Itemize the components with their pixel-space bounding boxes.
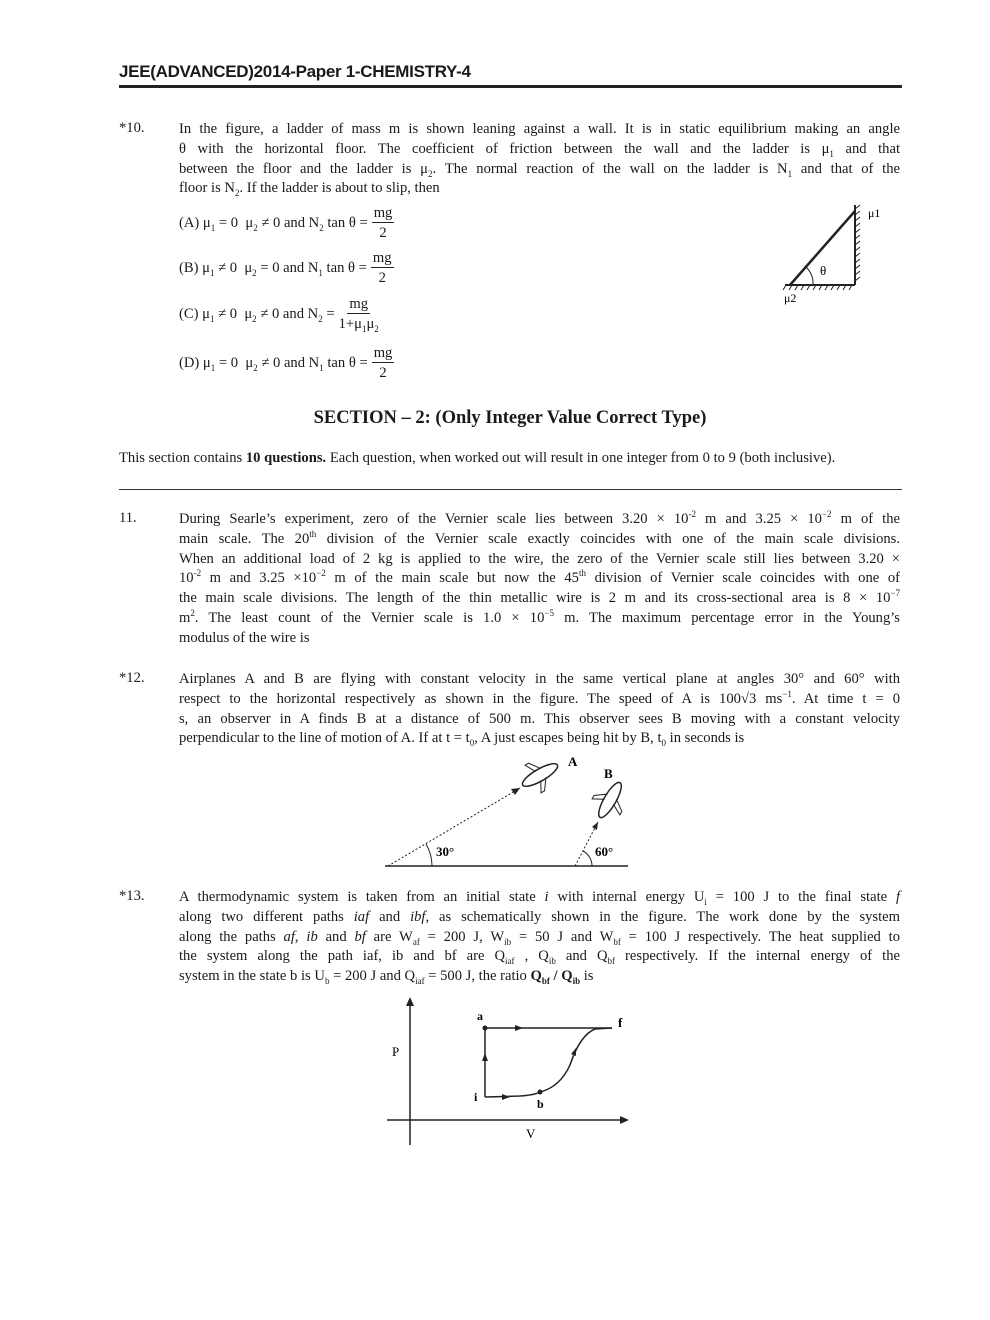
- numerator: mg: [349, 295, 368, 312]
- text-segment: 2: [427, 168, 433, 179]
- text-line: main scale. The 20th division of the Vernier scale exactly coincides with one of the main scale divisions.: [179, 528, 900, 547]
- text-segment: 0: [661, 738, 666, 749]
- text-segment: 1: [209, 267, 215, 278]
- question-number: *12.: [119, 670, 145, 686]
- text-segment: 0: [469, 738, 475, 749]
- angle-label: θ: [820, 263, 827, 278]
- option-c: [179, 294, 379, 334]
- text-segment: −2: [821, 509, 832, 520]
- state-i-label: i: [474, 1090, 478, 1104]
- state-b-label: b: [537, 1097, 544, 1111]
- angle-arc-b: [583, 851, 592, 866]
- fraction: [372, 204, 395, 243]
- text-segment: af: [412, 936, 420, 947]
- question-text: [179, 510, 900, 649]
- text-segment: iaf: [353, 908, 370, 925]
- option-b: [179, 248, 394, 288]
- text-segment: Q: [530, 968, 542, 985]
- text-segment: ib: [306, 928, 318, 945]
- text-segment: -2: [688, 509, 696, 520]
- text-segment: ib: [572, 976, 581, 987]
- text-segment: iaf: [505, 956, 515, 967]
- text-segment: iaf: [415, 976, 425, 987]
- text-segment: f: [895, 889, 901, 905]
- question-number: *10.: [119, 120, 145, 136]
- text-segment: 2: [234, 188, 240, 199]
- text-line: along two different paths iaf and ibf, as schematically shown in the figure. The work done by the system: [179, 908, 900, 925]
- angle-arc-a: [426, 844, 432, 866]
- text-segment: th: [578, 568, 586, 579]
- text-segment: ib: [548, 956, 556, 967]
- text-segment: 10 questions.: [245, 450, 327, 466]
- text-segment: 2: [253, 222, 258, 233]
- text-segment: 2: [252, 313, 257, 324]
- angle-label-b: 60°: [595, 844, 614, 859]
- fraction: [372, 344, 395, 383]
- section-title: SECTION – 2: (Only Integer Value Correct Type): [313, 408, 707, 428]
- text-segment: 1: [361, 323, 367, 334]
- text-segment: -2: [193, 568, 202, 579]
- denominator: 2: [379, 224, 387, 241]
- text-line: When an additional load of 2 kg is applied to the wire, the zero of the Vernier scale still lies between 3.20 ×: [179, 550, 900, 567]
- path-iaf: [485, 1028, 612, 1097]
- numerator: mg: [373, 204, 393, 221]
- text-segment: 1: [787, 168, 793, 179]
- text-line: system in the state b is $U_b = 200$ J and $Q_{iaf} = 500$ J, the ratio $Q_{bf} / Q_{ib}$ is: [179, 968, 594, 987]
- text-line: between the floor and the ladder is $\mu_2$. The normal reaction of the wall on the ladder is $N_1$ and that of the: [179, 160, 900, 179]
- text-segment: 2: [318, 313, 323, 324]
- question-number: *13.: [119, 888, 145, 904]
- p-axis-label: P: [392, 1044, 400, 1059]
- text-segment: b: [324, 976, 330, 987]
- question-text: [179, 670, 900, 749]
- text-segment: af: [283, 928, 295, 945]
- numerator: mg: [372, 249, 392, 266]
- text-segment: 2: [319, 222, 324, 233]
- option-text: (B) $\mu_1 \ne 0$ $\mu_2 = 0$ and $N_1$ tan θ =: [179, 259, 367, 278]
- text-segment: 1: [210, 222, 216, 233]
- text-segment: / Q: [549, 968, 573, 985]
- wall-friction-label: μ1: [868, 206, 881, 220]
- text-segment: 2: [252, 267, 257, 278]
- option-a: [179, 203, 394, 243]
- text-segment: i: [544, 889, 549, 905]
- text-line: modulus of the wire is: [179, 629, 310, 646]
- text-line: respect to the horizontal respectively as shown in the figure. The speed of A is 100√3 $ms^{-1}$. At time t = 0: [179, 688, 901, 707]
- section-description: This section contains 10 questions. Each question, when worked out will result in one integer from 0 to 9 (both inclusive).: [119, 450, 836, 466]
- question-text: [179, 120, 900, 199]
- text-line: $m^2$. The least count of the Vernier scale is $1.0 \times 10^{-5}$ m. The maximum percentage error in the Young’s: [179, 608, 900, 626]
- section-rule: [119, 489, 902, 490]
- text-segment: ib: [504, 936, 512, 947]
- text-segment: −5: [544, 608, 554, 619]
- text-line: $10^{-2}$ m and $3.25 \times 10^{-2}$ m of the main scale but now the 45th division of Vernier scale coincides with one of: [179, 568, 900, 587]
- angle-label-a: 30°: [436, 844, 455, 859]
- option-text: (C) $\mu_1 \ne 0$ $\mu_2 \ne 0$ and $N_2$ =: [179, 305, 335, 324]
- question-number: 11.: [119, 510, 137, 526]
- text-segment: 2: [374, 323, 379, 334]
- text-segment: i: [704, 896, 707, 907]
- text-line: Airplanes A and B are flying with constant velocity in the same vertical plane at angles 30° and 60° with: [179, 671, 900, 687]
- denominator: $1+\mu_1\mu_2$: [338, 315, 379, 334]
- plane-a-label: A: [568, 754, 578, 769]
- v-axis-label: V: [526, 1126, 536, 1141]
- option-text: (A) $\mu_1 = 0$ $\mu_2 \ne 0$ and $N_2$ tan θ =: [179, 214, 368, 233]
- text-line: the system along the path iaf, ib and bf are $Q_{iaf}$ , $Q_{ib}$ and $Q_{bf}$ respectively. If the internal energy of the: [179, 948, 900, 967]
- text-segment: −1: [782, 688, 792, 699]
- header-rule: [119, 85, 902, 88]
- floor: [783, 285, 855, 290]
- page-header-title: JEE(ADVANCED)2014-Paper 1-CHEMISTRY-4: [119, 62, 471, 81]
- ladder-figure: [770, 195, 900, 310]
- text-segment: bf: [607, 956, 616, 967]
- wall: [855, 205, 860, 285]
- text-line: θ with the horizontal floor. The coefficient of friction between the wall and the ladder is $\mu_1$ and that: [179, 140, 900, 159]
- text-segment: bf: [354, 928, 366, 945]
- text-line: floor is $N_2$. If the ladder is about to slip, then: [179, 180, 440, 199]
- state-f-label: f: [618, 1015, 623, 1030]
- fraction: [371, 249, 394, 288]
- floor-friction-label: μ2: [784, 291, 797, 305]
- text-segment: 2: [253, 362, 258, 373]
- text-line: along the paths af, ib and bf are $W_{af} = 200$ J, $W_{ib} = 50$ J and $W_{bf} = 100$ J respectively. The heat supplied to: [179, 928, 901, 947]
- numerator: mg: [373, 344, 393, 361]
- text-line: In the figure, a ladder of mass m is shown leaning against a wall. It is in static equilibrium making an angle: [179, 121, 900, 137]
- text-line: During Searle’s experiment, zero of the Vernier scale lies between $3.20 \times 10^{-2}$ m and $3.25 \times 10^{-2}$ m of the: [179, 509, 900, 527]
- fraction: [339, 295, 379, 334]
- text-segment: 1: [210, 362, 216, 373]
- text-line: perpendicular to the line of motion of A. If at $t = t_0$, A just escapes being hit by B, $t_0$ in seconds is: [179, 730, 745, 749]
- text-line: A thermodynamic system is taken from an initial state i with internal energy $U_i = 100$ J to the final state f: [179, 889, 901, 907]
- option-text: (D) $\mu_1 = 0$ $\mu_2 \ne 0$ and $N_1$ tan θ =: [179, 354, 368, 373]
- question-text: [179, 888, 900, 987]
- text-line: the main scale divisions. The length of the thin metallic wire is 2 m and its cross-sectional area is $8 \times 10^{-7}$: [179, 588, 900, 607]
- state-a-label: a: [477, 1009, 483, 1023]
- text-segment: 1: [318, 267, 323, 278]
- plane-b-label: B: [604, 766, 613, 781]
- text-segment: bf: [613, 936, 621, 947]
- text-segment: 1: [209, 313, 215, 324]
- text-segment: bf: [541, 976, 550, 987]
- text-segment: th: [309, 528, 317, 539]
- path-ibf: [485, 1028, 612, 1097]
- text-segment: −7: [890, 588, 900, 599]
- airplanes-figure: [380, 750, 640, 875]
- text-segment: 2: [190, 608, 195, 619]
- text-segment: ibf: [410, 908, 426, 925]
- text-segment: −2: [316, 568, 326, 579]
- text-segment: 1: [829, 148, 834, 159]
- plane-a: [515, 751, 566, 799]
- text-segment: 1: [319, 362, 324, 373]
- text-line: s, an observer in A finds B at a distance of 500 m. This observer sees B moving with a constant velocity: [179, 710, 900, 727]
- pv-diagram: [380, 995, 640, 1150]
- denominator: 2: [379, 364, 387, 381]
- plane-b: [586, 775, 634, 826]
- denominator: 2: [378, 269, 386, 286]
- angle-arc: [806, 267, 813, 285]
- option-d: [179, 343, 394, 383]
